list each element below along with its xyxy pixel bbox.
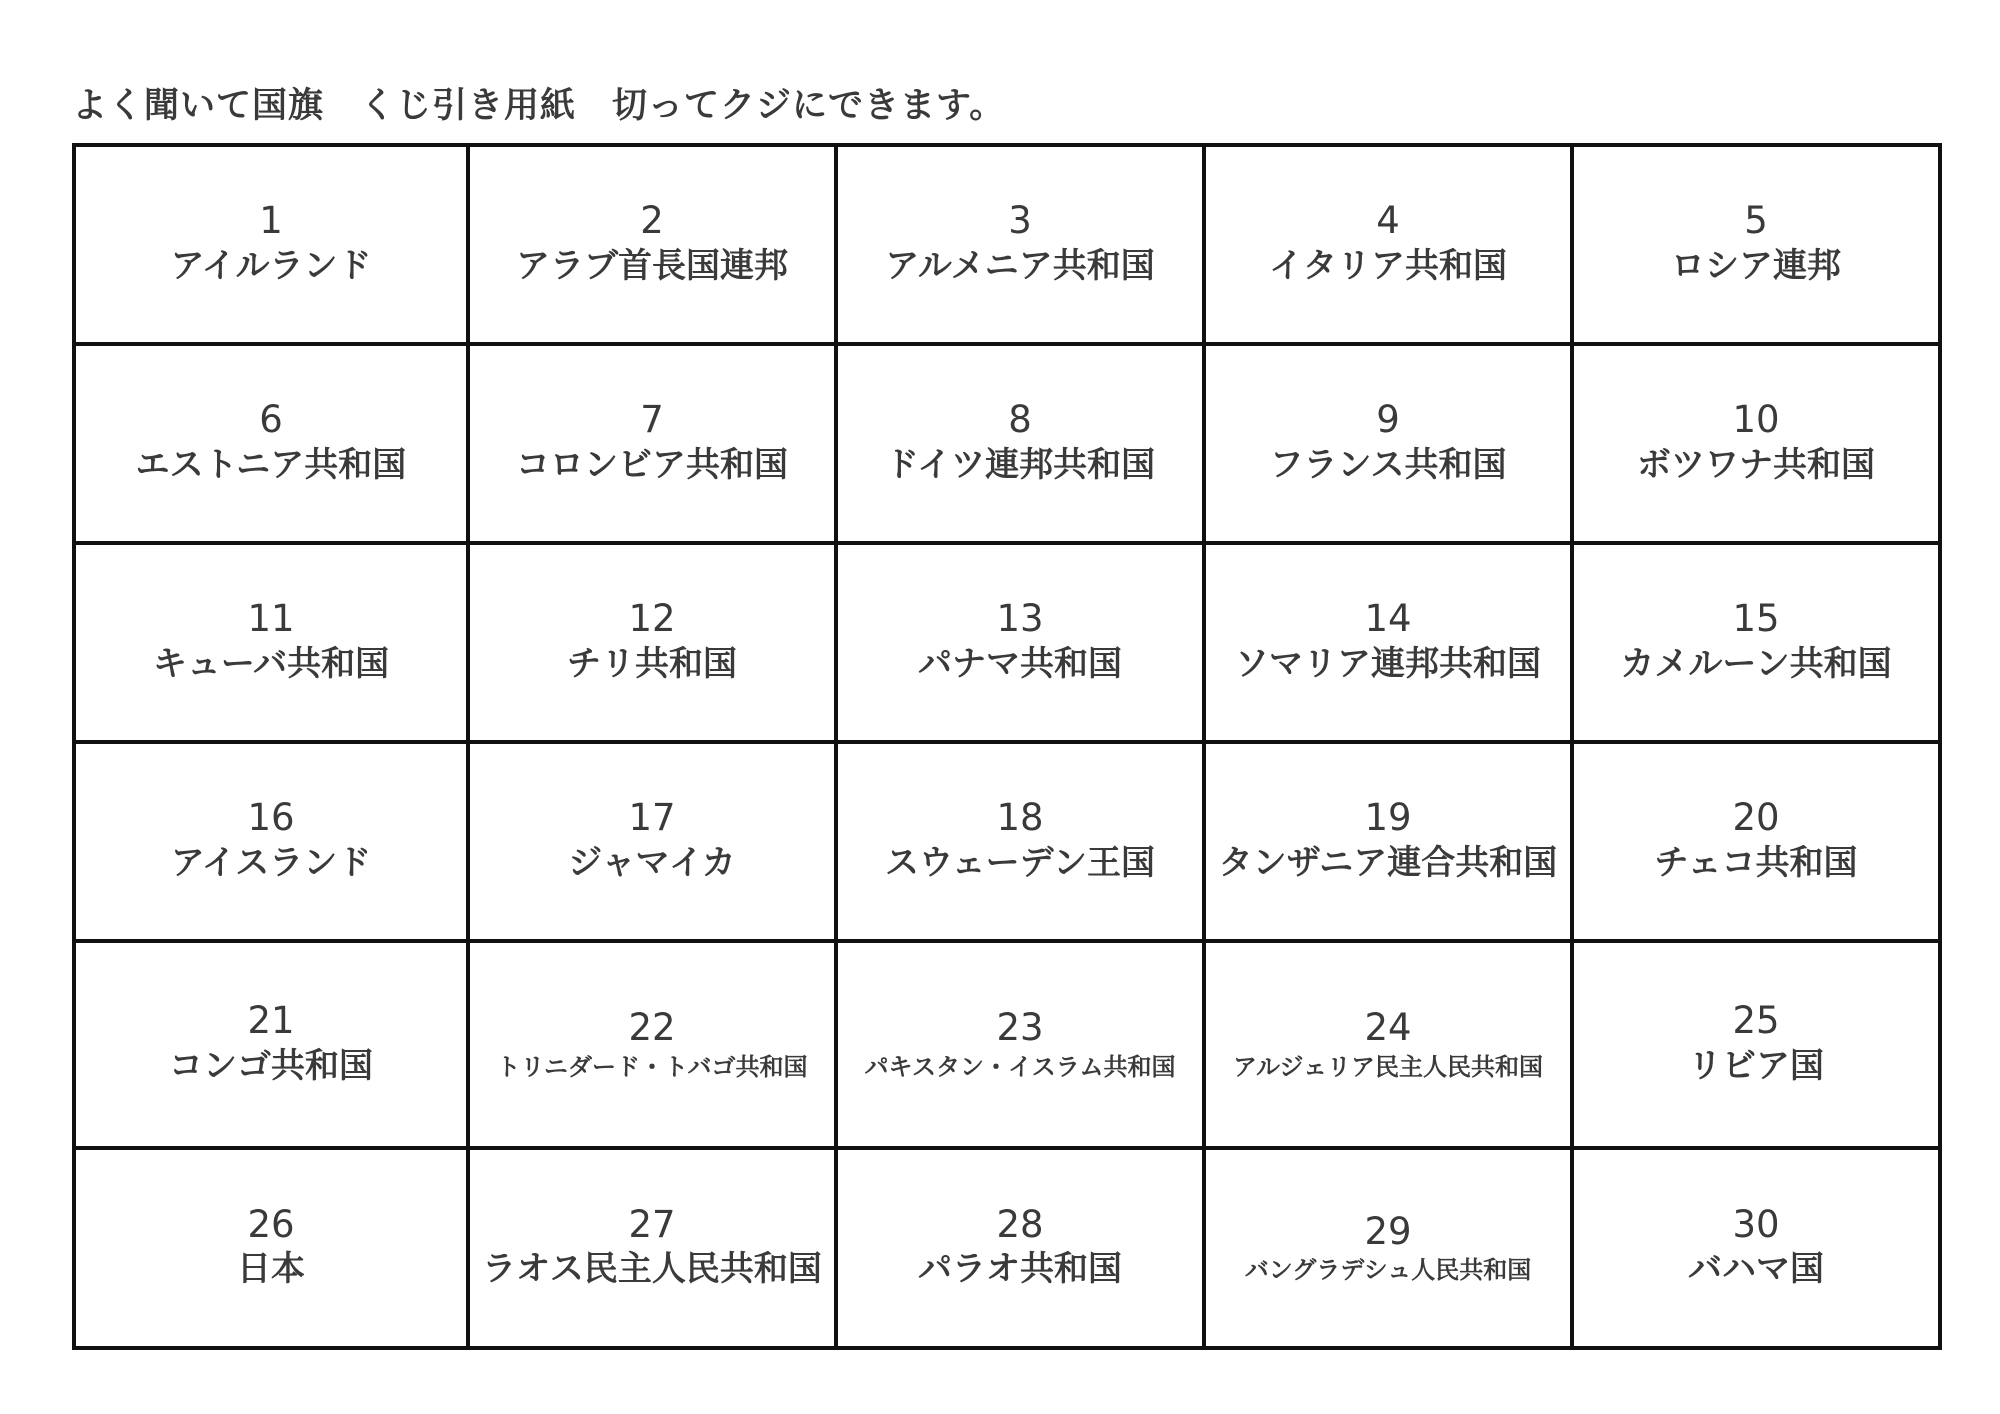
country-name: ラオス民主人民共和国 [482,1249,822,1290]
lottery-card [470,545,838,744]
country-name: アイルランド [170,245,372,286]
card-number: 18 [996,796,1044,840]
country-name: バングラデシュ人民共和国 [1244,1256,1532,1284]
country-name: ロシア連邦 [1671,245,1841,286]
country-name: アラブ首長国連邦 [516,245,788,286]
lottery-card [76,943,470,1150]
country-name: ドイツ連邦共和国 [884,444,1156,485]
country-name: 日本 [237,1249,305,1290]
card-number: 7 [640,398,664,442]
lottery-card [1206,545,1574,744]
card-number: 5 [1744,199,1768,243]
country-name: バハマ国 [1688,1249,1824,1290]
country-name: アルメニア共和国 [885,245,1155,286]
lottery-card [76,744,470,943]
country-name: ソマリア連邦共和国 [1235,643,1541,684]
lottery-card [1206,346,1574,545]
country-name: チェコ共和国 [1654,842,1858,883]
lottery-card [838,943,1206,1150]
card-number: 28 [996,1202,1044,1246]
country-name: コロンビア共和国 [516,444,788,485]
lottery-card [1206,744,1574,943]
country-name: キューバ共和国 [152,643,390,684]
lottery-card [838,147,1206,346]
card-number: 1 [259,199,283,243]
country-name: カメルーン共和国 [1620,643,1892,684]
lottery-card [1574,744,1942,943]
lottery-card [1574,346,1942,545]
lottery-card [1574,545,1942,744]
card-number: 23 [996,1006,1044,1050]
country-name: フランス共和国 [1269,444,1507,485]
card-number: 4 [1376,199,1400,243]
card-number: 9 [1376,398,1400,442]
lottery-card [838,346,1206,545]
lottery-card [76,545,470,744]
card-number: 17 [628,796,676,840]
card-number: 29 [1364,1209,1412,1253]
country-name: コンゴ共和国 [169,1045,373,1086]
page-title: よく聞いて国旗 くじ引き用紙 切ってクジにできます。 [72,86,1006,126]
card-number: 11 [247,597,295,641]
lottery-card [470,147,838,346]
country-name: パラオ共和国 [918,1249,1122,1290]
card-number: 6 [259,398,283,442]
lottery-card [76,1150,470,1350]
lottery-card [470,943,838,1150]
card-number: 27 [628,1202,676,1246]
country-name: チリ共和国 [567,643,737,684]
country-name: アルジェリア民主人民共和国 [1233,1052,1543,1081]
lottery-card [1206,943,1574,1150]
card-number: 14 [1364,597,1412,641]
card-number: 12 [628,597,676,641]
country-name: アイスランド [170,842,372,883]
lottery-card-grid [72,143,1942,1350]
lottery-card [1206,1150,1574,1350]
lottery-card [76,346,470,545]
lottery-card [838,1150,1206,1350]
card-number: 3 [1008,199,1032,243]
country-name: ジャマイカ [568,842,736,883]
country-name: タンザニア連合共和国 [1218,842,1558,883]
card-number: 19 [1364,796,1412,840]
card-number: 10 [1732,398,1780,442]
country-name: パナマ共和国 [918,643,1122,684]
lottery-card [838,545,1206,744]
country-name: パキスタン・イスラム共和国 [864,1052,1176,1081]
lottery-card [1206,147,1574,346]
card-number: 13 [996,597,1044,641]
lottery-card [1574,147,1942,346]
card-number: 30 [1732,1202,1780,1246]
card-number: 25 [1732,999,1780,1043]
lottery-card [1574,943,1942,1150]
country-name: イタリア共和国 [1269,245,1507,286]
card-number: 24 [1364,1006,1412,1050]
country-name: トリニダード・トバゴ共和国 [496,1052,808,1081]
country-name: リビア国 [1688,1045,1824,1086]
lottery-card [838,744,1206,943]
card-number: 16 [247,796,295,840]
lottery-card [76,147,470,346]
lottery-card [470,1150,838,1350]
lottery-card [470,744,838,943]
lottery-card [1574,1150,1942,1350]
country-name: ボツワナ共和国 [1637,444,1875,485]
card-number: 2 [640,199,664,243]
card-number: 15 [1732,597,1780,641]
card-number: 22 [628,1006,676,1050]
country-name: スウェーデン王国 [885,842,1155,883]
card-number: 20 [1732,796,1780,840]
country-name: エストニア共和国 [135,444,407,485]
card-number: 21 [247,999,295,1043]
card-number: 26 [247,1202,295,1246]
card-number: 8 [1008,398,1032,442]
lottery-card [470,346,838,545]
